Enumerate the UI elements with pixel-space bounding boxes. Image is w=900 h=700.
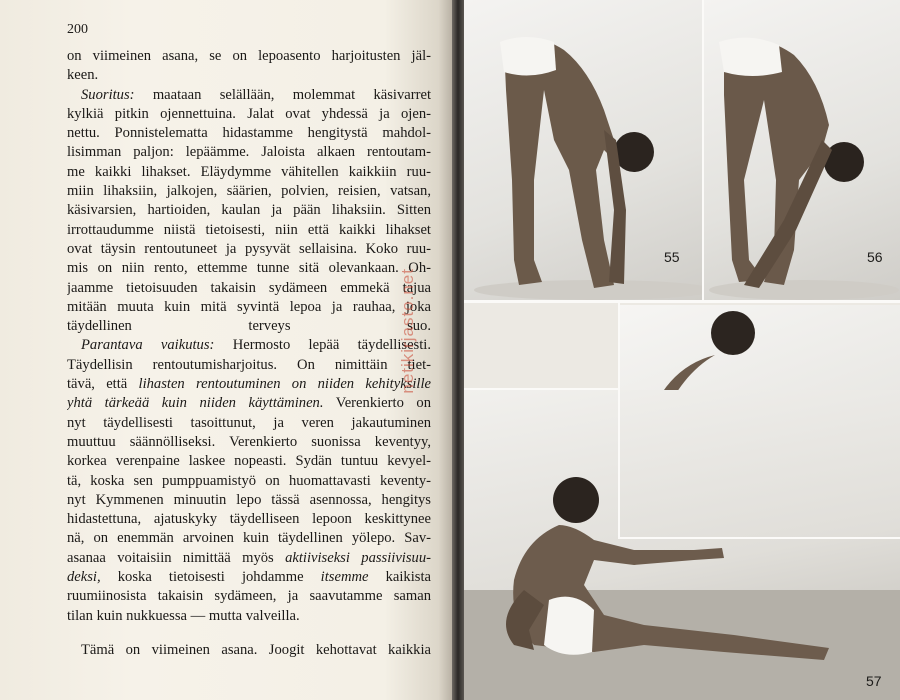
figure-number-55: 55: [664, 249, 680, 265]
photo-divider: [620, 537, 900, 539]
section-label-parantava: Parantava vaikutus:: [81, 337, 215, 354]
text-line: [67, 549, 431, 568]
text-line: mis on niin rento, ettemme tunne sitä olevankaan. Oh-: [67, 260, 431, 277]
text-span-italic: aktiiviseksi passiivisuu-: [285, 549, 431, 566]
text-line: ovat täysin rentoutuneet ja pysyvät sellaisina. Koko ruu-: [67, 240, 431, 257]
text-line: Tämä on viimeinen asana. Joogit kehottavat kaikkia: [81, 641, 431, 658]
text-span: asanaa voitaisiin nimittää myös: [67, 549, 286, 566]
text-span-italic: itsemme: [320, 569, 369, 586]
text-line: muuttuu säännölliseksi. Verenkierto suonissa keventyy,: [67, 433, 431, 450]
text-line: täydellinen terveys suo.: [67, 318, 431, 335]
section-label-suoritus: Suoritus:: [81, 86, 135, 103]
photo-56: [704, 0, 900, 300]
figure-number-56: 56: [867, 249, 883, 265]
text-span: koska tietoisesti johdamme: [100, 569, 321, 586]
photo-divider: [618, 303, 620, 539]
text-line: tä, koska sen pumppuamistyö on huomattavasti keventy-: [67, 472, 431, 489]
text-line: ruumiinosista takaisin sydämeen, ja saavutamme saman: [67, 588, 431, 605]
figure-number-57: 57: [866, 673, 882, 689]
right-page: [464, 0, 900, 700]
watermark-text: netikirjasto.net: [398, 268, 417, 394]
text-line: jaamme tietoisuuden takaisin sydämeen emmekä tajua: [67, 279, 431, 296]
text-span-italic: lihasten rentoutuminen on niiden kehityksille: [138, 376, 431, 393]
paragraph-parantava: [67, 336, 431, 625]
text-line: miin lihaksiin, jalkojen, säärien, polvien, reisien, vatsan,: [67, 183, 431, 200]
text-line: nyt täydellisesti tasoittunut, ja veren jakautuminen: [67, 414, 431, 431]
figure-forward-bend-illustration: [464, 0, 702, 300]
paragraph-intro: [67, 47, 431, 86]
figure-forward-bend-2-illustration: [704, 0, 900, 300]
text-line: [67, 394, 431, 413]
text-span: maataan selällään, molemmat käsivarret: [134, 86, 431, 103]
text-line: tilan kuin nukkuessa — mutta valveilla.: [67, 607, 300, 624]
text-line: me kaikki lihakset. Eläydymme vähitellen kaikkiin ruu-: [67, 163, 431, 180]
photo-55: [464, 0, 702, 300]
page-number: 200: [67, 22, 88, 37]
paragraph-gap: [67, 626, 431, 641]
text-line: lisimman paljon: lepäämme. Jaloista alkaen rentoutam-: [67, 144, 431, 161]
text-line: nä, on enemmän arvoinen kuin täydellinen yölepo. Sav-: [67, 530, 431, 547]
text-line: [67, 336, 431, 355]
book-gutter: [452, 0, 464, 700]
text-span: tävä, että: [67, 376, 139, 393]
text-line: [67, 86, 431, 105]
text-span-italic: deksi,: [67, 569, 101, 586]
text-line: kylkiä pitkin ojennettuina. Jalat ovat yhdessä ja ojen-: [67, 105, 431, 122]
figure-boat-pose-illustration: [464, 390, 900, 700]
text-line: korkea verenpaine laskee nopeasti. Sydän tuntuu kevyel-: [67, 453, 431, 470]
text-line: [67, 375, 431, 394]
text-line: käsivarsien, hartioiden, kaulan ja pään lihaksiin. Sitten: [67, 202, 431, 219]
paragraph-suoritus-cont: [67, 105, 431, 337]
text-line: mitään muuta kuin mitä syvintä lepoa ja rauhaa, joka: [67, 298, 431, 315]
photo-divider: [464, 388, 620, 390]
text-line: keen.: [67, 67, 99, 84]
text-body: [67, 47, 431, 660]
text-span: Hermosto lepää täydellisesti.: [214, 337, 431, 354]
text-line: on viimeinen asana, se on lepoasento harjoitusten jäl-: [67, 48, 431, 64]
text-line: [67, 568, 431, 587]
text-line: nyt Kymmenen minuutin lepo tässä asennossa, hengitys: [67, 491, 431, 508]
text-span-italic: yhtä tärkeää kuin niiden käyttäminen.: [67, 395, 324, 412]
photo-57: [464, 390, 900, 700]
text-span: kaikista: [368, 569, 431, 586]
photo-divider: [464, 300, 900, 303]
photo-divider: [702, 0, 704, 302]
paragraph-suoritus: [67, 86, 431, 105]
text-line: irrottaudumme niistä tietoisesti, niin että kaikki lihakset: [67, 221, 431, 238]
text-span: Verenkierto on: [323, 395, 431, 412]
text-line: Täydellisin rentoutumisharjoitus. On nimittäin tiet-: [67, 356, 431, 373]
text-line: nettu. Ponnistelematta hidastamme hengitystä mahdol-: [67, 125, 431, 142]
paragraph-final: [67, 641, 431, 660]
text-line: hidastettuna, ajatuskyky täydelliseen lepoon keskittynee: [67, 511, 431, 528]
